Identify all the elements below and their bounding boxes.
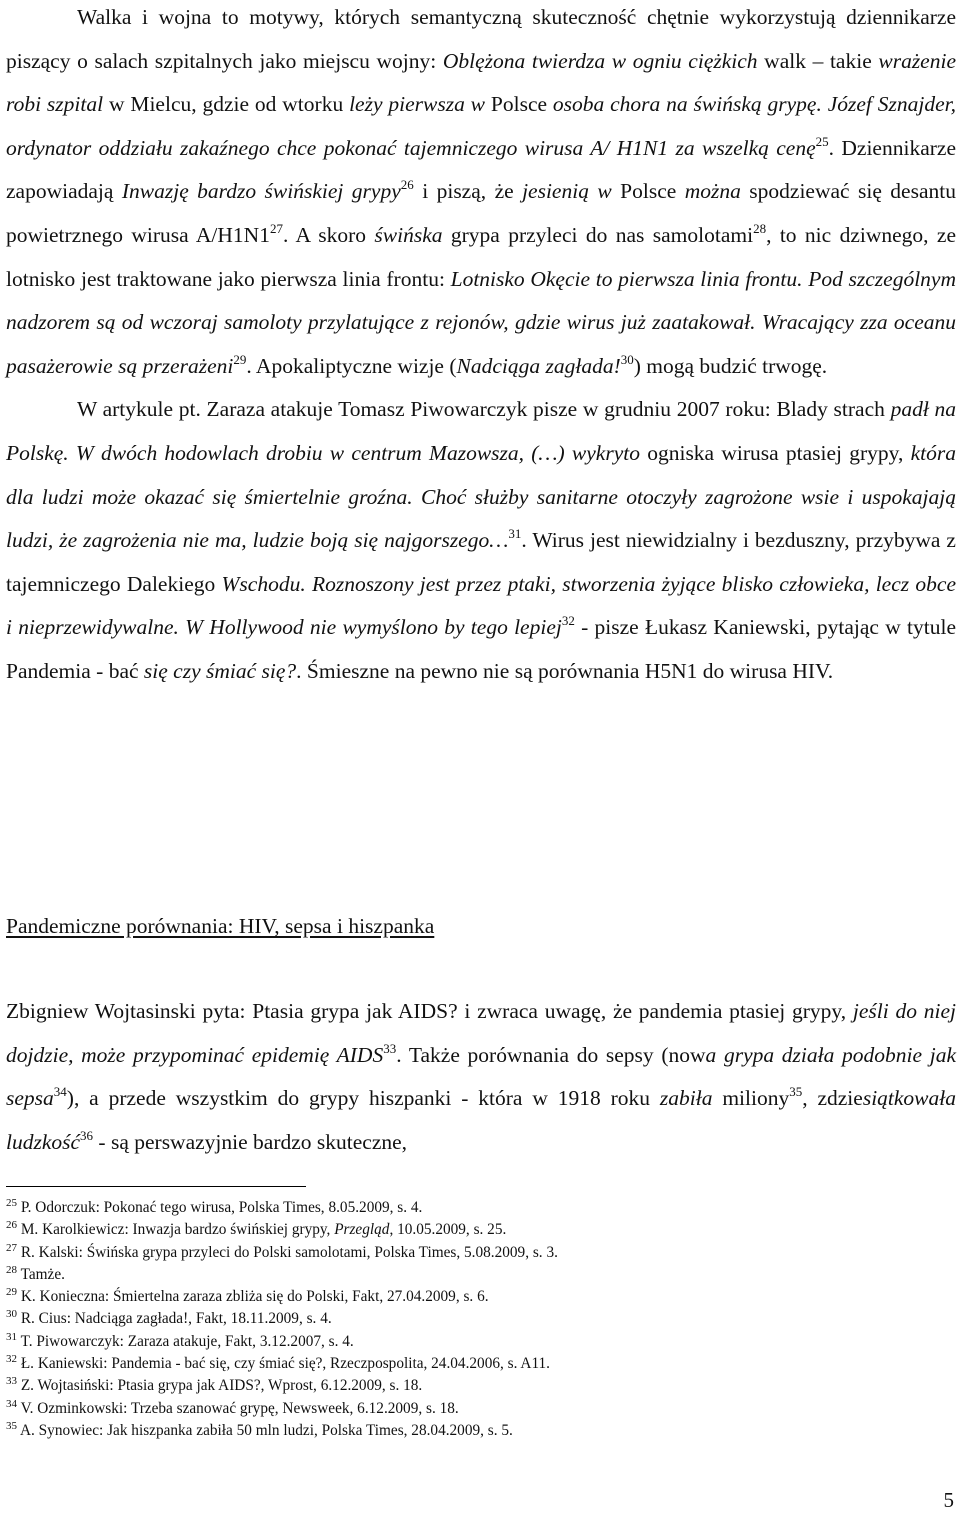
footnote-ref: 29 [233, 351, 247, 367]
footnote-ref: 30 [620, 351, 634, 367]
footnote: $^{27}$ R. Kalski: Świńska grypa przyleci do Polski samolotami, Polska Times, 5.08.2009, s. 3. [6, 1241, 558, 1261]
footnote: $^{31}$ T. Piwowarczyk: Zaraza atakuje, Fakt, 3.12.2007, s. 4. [6, 1330, 354, 1350]
section-heading: Pandemiczne porównania: HIV, sepsa i hiszpanka [6, 914, 435, 938]
footnote-ref: 34 [53, 1084, 67, 1100]
footnote: $^{29}$ K. Konieczna: Śmiertelna zaraza zbliża się do Polski, Fakt, 27.04.2009, s. 6. [6, 1286, 489, 1306]
footnote: $^{35}$ A. Synowiec: Jak hiszpanka zabiła 50 mln ludzi, Polska Times, 28.04.2009, s. 5. [6, 1419, 513, 1439]
footnote-ref: 28 [753, 220, 767, 236]
footnote: $^{30}$ R. Cius: Nadciąga zagłada!, Fakt, 18.11.2009, s. 4. [6, 1308, 332, 1328]
footnote-ref: 26 [400, 177, 414, 193]
footnote: $^{32}$ Ł. Kaniewski: Pandemia - bać się, czy śmiać się?, Rzeczpospolita, 24.04.2006, s. A11. [6, 1353, 550, 1373]
footnote: $^{26}$ M. Karolkiewicz: Inwazja bardzo świńskiej grypy, Przegląd, 10.05.2009, s. 25. [6, 1219, 507, 1239]
footnote: $^{34}$ V. Ozminkowski: Trzeba szanować grypę, Newsweek, 6.12.2009, s. 18. [6, 1397, 459, 1417]
footnote-ref: 36 [80, 1127, 94, 1143]
page-number: 5 [943, 1488, 954, 1512]
paragraph-war-metaphors: Walka i wojna to motywy, których semantyczną skuteczność chętnie wykorzystują dziennikarze piszący o salach szpitalnych jako miejscu wojny: Oblężona twierdza w ogniu ciężkich walk – takie wrażenie robi szpital w Mielcu, gdzie od wtorku leży pierwsza w Polsce osoba chora na świńską grypę. Józef Sznajder, ordynator oddziału zakaźnego chce pokonać tajemniczego wirusa A/ H1N1 za wszelką cenę$^{25}$. Dziennikarze zapowiadają Inwazję bardzo świńskiej grypy$^{26}$ i piszą, że jesienią w Polsce można spodziewać się desantu powietrznego wirusa $A/H1N1^{27}$. A skoro świńska grypa przyleci do nas samolotami$^{28}$, to nic dziwnego, ze lotnisko jest traktowane jako pierwsza linia frontu: Lotnisko Okęcie to pierwsza linia frontu. Pod szczególnym nadzorem są od wczoraj samoloty przylatujące z rejonów, gdzie wirus już zaatakował. Wracający zza oceanu pasażerowie są przerażeni$^{29}$. Apokaliptyczne wizje (Nadciąga zagłada!$^{30}$) mogą budzić trwogę. [6, 5, 957, 378]
footnote: $^{25}$ P. Odorczuk: Pokonać tego wirusa, Polska Times, 8.05.2009, s. 4. [6, 1197, 423, 1216]
main-text [6, 0, 956, 694]
footnotes [6, 1197, 946, 1442]
footnote-separator [6, 1186, 306, 1187]
footnote-ref: 35 [789, 1084, 803, 1100]
footnote-ref: 25 [815, 133, 829, 149]
footnote: $^{33}$ Z. Wojtasiński: Ptasia grypa jak AIDS?, Wprost, 6.12.2009, s. 18. [6, 1375, 423, 1395]
footnote-ref: 32 [561, 613, 575, 629]
footnote: $^{28}$ Tamże. [6, 1263, 65, 1283]
paragraph-pandemic-comparisons: Zbigniew Wojtasinski pyta: Ptasia grypa jak AIDS? i zwraca uwagę, że pandemia ptasiej grypy, jeśli do niej dojdzie, może przypominać epidemię AIDS$^{33}$. Także porównania do sepsy (nowa grypa działa podobnie jak sepsa$^{34}$), a przede wszystkim do grypy hiszpanki - która w 1918 roku zabiła miliony$^{35}$, zdziesiątkowała ludzkość$^{36}$ - są perswazyjnie bardzo skuteczne, [6, 999, 956, 1154]
footnote-ref: 27 [269, 220, 283, 236]
footnote-ref: 33 [383, 1040, 397, 1056]
footnote-ref: 31 [508, 526, 522, 542]
paragraph-zaraza-atakuje: W artykule pt. Zaraza atakuje Tomasz Piwowarczyk pisze w grudniu 2007 roku: Blady strach padł na Polskę. W dwóch hodowlach drobiu w centrum Mazowsza, (…) wykryto ogniska wirusa ptasiej grypy, która dla ludzi może okazać się śmiertelnie groźna. Choć służby sanitarne otoczyły zagrożone wsie i uspokajają ludzi, że zagrożenia nie ma, ludzie boją się najgorszego…$^{31}$. Wirus jest niewidzialny i bezduszny, przybywa z tajemniczego Dalekiego Wschodu. Roznoszony jest przez ptaki, stworzenia żyjące blisko człowieka, lecz obce i nieprzewidywalne. W Hollywood nie wymyślono by tego lepiej$^{32}$ - pisze Łukasz Kaniewski, pytając w tytule Pandemia - bać się czy śmiać się?. Śmieszne na pewno nie są porównania H5N1 do wirusa HIV. [6, 397, 956, 683]
section-text [6, 990, 956, 1164]
